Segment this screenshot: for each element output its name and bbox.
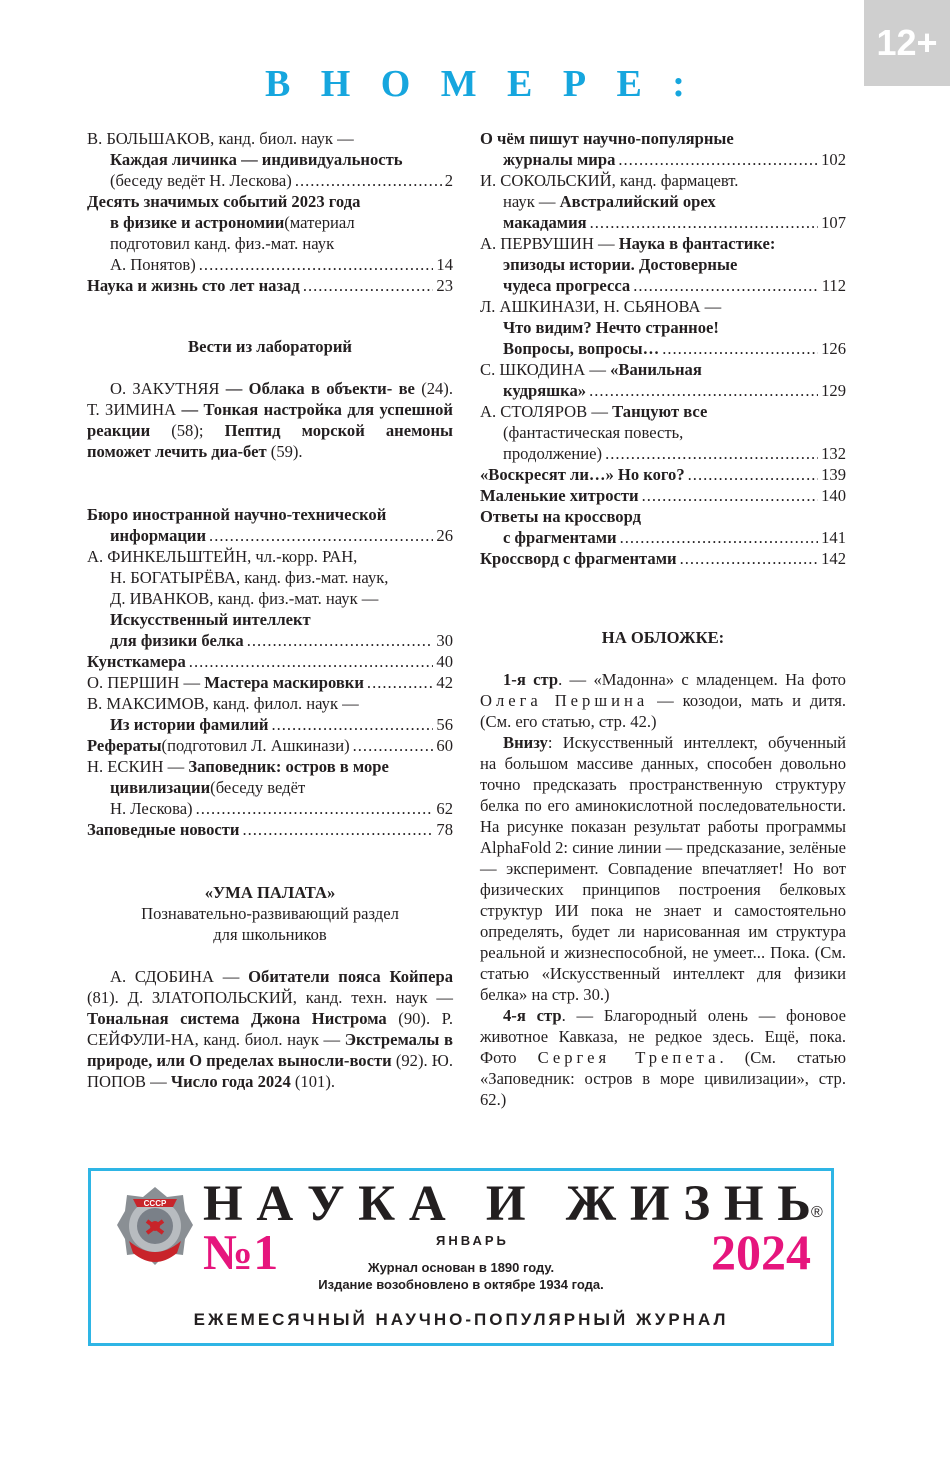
leader-dots — [618, 149, 818, 170]
toc-entry[interactable] — [87, 651, 453, 672]
leader-dots — [189, 651, 434, 672]
entry-author: В. БОЛЬШАКОВ, канд. биол. наук — — [87, 129, 354, 148]
entry-author: Л. АШКИНАЗИ, Н. СЬЯНОВА — — [480, 297, 722, 316]
leader-dots — [605, 443, 818, 464]
toc-entry[interactable] — [87, 128, 453, 191]
entry-title: Ответы на кроссворд — [480, 507, 642, 526]
leader-dots — [242, 819, 433, 840]
leader-dots — [353, 735, 434, 756]
entry-title: макадамия — [503, 213, 587, 232]
entry-title: Наука в фантастике: — [618, 234, 776, 253]
entry-author: Н. БОГАТЫРЁВА, канд. физ.-мат. наук, — [110, 568, 389, 587]
entry-note: А. Понятов) — [110, 255, 196, 274]
entry-title: кудряшка» — [503, 381, 587, 400]
toc-entry[interactable] — [87, 504, 453, 546]
heading-letter: Е — [507, 63, 533, 105]
toc-entry[interactable] — [480, 296, 846, 359]
entry-author: О. ПЕРШИН — — [87, 673, 201, 692]
entry-title: Заповедные новости — [87, 820, 240, 839]
toc-right-column — [480, 128, 846, 1110]
entry-title: Австралийский орех — [559, 192, 716, 211]
entry-author: В. МАКСИМОВ, канд. филол. наук — — [87, 694, 359, 713]
issue-year: 2024 — [711, 1224, 811, 1280]
labs-paragraph: О. ЗАКУТНЯЯ — Облака в объекти- ве (24). Т. ЗИМИНА — Тонкая настройка для успешной реакции (58); Пептид морской анемоны поможет лечить диа-бет (59). — [87, 379, 453, 461]
entry-title: Искусственный интеллект — [110, 610, 311, 629]
uma-subtitle: для школьников — [213, 925, 327, 944]
entry-title: Бюро иностранной научно-технической — [87, 505, 387, 524]
toc-entry[interactable] — [480, 233, 846, 296]
entry-note: подготовил канд. физ.-мат. наук — [110, 234, 335, 253]
page-number: 26 — [436, 526, 453, 545]
page-number: 140 — [821, 486, 846, 505]
entry-author: А. ФИНКЕЛЬШТЕЙН, чл.-корр. РАН, — [87, 547, 358, 566]
page-number: 23 — [436, 276, 453, 295]
toc-entry[interactable] — [87, 756, 453, 819]
entry-author: А. СТОЛЯРОВ — — [480, 402, 608, 421]
heading-letter: В — [265, 63, 291, 105]
toc-entry[interactable] — [87, 819, 453, 840]
cover-section-title: НА ОБЛОЖКЕ: — [601, 628, 725, 647]
toc-entry[interactable] — [480, 128, 846, 170]
registered-mark: ® — [811, 1204, 823, 1221]
page-number: 102 — [821, 150, 846, 169]
issue-number: №1 — [203, 1224, 279, 1280]
entry-title: О чём пишут научно-популярные — [480, 129, 734, 148]
page-number: 42 — [436, 673, 453, 692]
masthead — [88, 1168, 834, 1346]
leader-dots — [199, 254, 434, 275]
page-number: 112 — [821, 276, 846, 295]
page-number: 30 — [436, 631, 453, 650]
entry-note: (подготовил Л. Ашкинази) — [161, 736, 350, 755]
entry-note: продолжение) — [503, 444, 603, 463]
entry-title: Из истории фамилий — [110, 715, 269, 734]
entry-title: эпизоды истории. Достоверные — [503, 255, 738, 274]
toc-entry[interactable] — [87, 693, 453, 735]
toc-entry[interactable] — [87, 275, 453, 296]
entry-title: Кунсткамера — [87, 652, 186, 671]
leader-dots — [271, 714, 433, 735]
leader-dots — [367, 672, 433, 693]
labs-section-title: Вести из лабораторий — [188, 337, 352, 356]
leader-dots — [247, 630, 434, 651]
entry-note: (беседу ведёт — [210, 778, 306, 797]
toc-left-column — [87, 128, 453, 1092]
page-number: 126 — [821, 339, 846, 358]
heading-letter: : — [672, 63, 685, 105]
leader-dots — [303, 275, 434, 296]
toc-entry[interactable] — [87, 735, 453, 756]
entry-title: цивилизации — [110, 778, 211, 797]
entry-title: Танцуют все — [612, 402, 708, 421]
leader-dots — [590, 212, 818, 233]
toc-entry[interactable] — [480, 401, 846, 464]
issue-month: ЯНВАРЬ — [436, 1233, 509, 1248]
order-of-labour-medal-icon — [115, 1185, 195, 1275]
entry-title: для физики белка — [110, 631, 244, 650]
leader-dots — [633, 275, 818, 296]
magazine-title: Н А У К А И Ж И З Н Ь — [203, 1176, 811, 1232]
entry-note: (материал — [284, 213, 355, 232]
page-number: 141 — [821, 528, 846, 547]
toc-entry[interactable] — [480, 464, 846, 485]
page-number: 78 — [436, 820, 453, 839]
entry-note: (фантастическая повесть, — [503, 423, 684, 442]
leader-dots — [688, 464, 818, 485]
entry-note: (беседу ведёт Н. Лескова) — [110, 171, 292, 190]
heading-letter: Н — [320, 63, 351, 105]
page-number: 40 — [436, 652, 453, 671]
cover-paragraph-back: 4-я стр. — Благородный олень — фоновое животное Кавказа, не редкое здесь. Ещё, пока. Фото Сергея Трепета. (См. статью «Заповедник: остров в море цивилизации», стр. 62.) — [480, 1006, 846, 1109]
uma-subtitle: Познавательно-развивающий раздел — [141, 904, 399, 923]
medal-caption: СССР — [143, 1199, 167, 1208]
section-heading — [265, 62, 685, 106]
toc-entry[interactable] — [480, 548, 846, 569]
page-number: 62 — [436, 799, 453, 818]
entry-title: Каждая личинка — индивидуальность — [110, 150, 403, 169]
leader-dots — [196, 798, 434, 819]
leader-dots — [680, 548, 819, 569]
page-number: 139 — [821, 465, 846, 484]
page-number: 132 — [821, 444, 846, 463]
leader-dots — [662, 338, 818, 359]
entry-title: «Ванильная — [610, 360, 702, 379]
entry-title: Заповедник: остров в море — [188, 757, 389, 776]
page-number: 14 — [436, 255, 453, 274]
leader-dots — [589, 380, 818, 401]
toc-entry[interactable] — [87, 546, 453, 651]
toc-entry[interactable] — [87, 672, 453, 693]
heading-letter: Р — [562, 63, 587, 105]
leader-dots — [209, 525, 433, 546]
magazine-tagline: ЕЖЕМЕСЯЧНЫЙ НАУЧНО-ПОПУЛЯРНЫЙ ЖУРНАЛ — [193, 1310, 729, 1329]
leader-dots — [642, 485, 819, 506]
entry-title: Вопросы, вопросы… — [503, 339, 660, 358]
entry-title: журналы мира — [503, 150, 616, 169]
heading-letter: О — [380, 63, 411, 105]
heading-letter: Е — [616, 63, 642, 105]
heading-letter: М — [440, 63, 477, 105]
entry-author: Д. ИВАНКОВ, канд. физ.-мат. наук — — [110, 589, 379, 608]
entry-title: Мастера маскировки — [204, 673, 364, 692]
toc-entry[interactable] — [480, 359, 846, 401]
toc-entry[interactable] — [480, 170, 846, 233]
page-number: 56 — [436, 715, 453, 734]
page-number: 142 — [821, 549, 846, 568]
leader-dots — [620, 527, 819, 548]
toc-entry[interactable] — [480, 485, 846, 506]
cover-paragraph-front: 1-я стр. — «Мадонна» с младенцем. На фото Олега Першина — козодои, мать и дитя. (См. его статью, стр. 42.) — [480, 670, 847, 731]
entry-title: Наука и жизнь сто лет назад — [87, 276, 300, 295]
entry-title: с фрагментами — [503, 528, 617, 547]
page-number: 2 — [444, 171, 453, 190]
entry-title: Кроссворд с фрагментами — [480, 549, 677, 568]
page-number: 60 — [436, 736, 453, 755]
leader-dots — [295, 170, 442, 191]
entry-author: А. ПЕРВУШИН — — [480, 234, 615, 253]
uma-section-title: «УМА ПАЛАТА» — [204, 883, 336, 902]
entry-author: наук — — [503, 192, 556, 211]
cover-paragraph-bottom: Внизу: Искусственный интеллект, обученный на большом массиве данных, способен довольно точно предсказать пространственную структуру белка по его аминокислотной последовательности. На рисунке показан результат работы программы AlphaFold 2: синие линии — предсказание, зелёные — эксперимент. Совпадение впечатляет! Но вот физических принципов построения белковых структур ИИ пока не знает и самостоятельно определять, будет ли нарисованная им структура реальной и жизнеспособной, не умеет... Пока. (См. статью «Искусственный интеллект для физики белка» на стр. 30.) — [480, 733, 847, 1004]
age-rating-badge: 12+ — [864, 0, 950, 86]
entry-title: Рефераты — [87, 736, 162, 755]
entry-title: Десять значимых событий 2023 года — [87, 192, 361, 211]
entry-title: информации — [110, 526, 207, 545]
toc-entry[interactable] — [87, 191, 453, 275]
entry-note: Н. Лескова) — [110, 799, 193, 818]
entry-title: Что видим? Нечто странное! — [503, 318, 719, 337]
page-number: 129 — [821, 381, 846, 400]
entry-title: чудеса прогресса — [503, 276, 631, 295]
founded-note: Журнал основан в 1890 году. Издание возобновлено в октябре 1934 года. — [318, 1260, 604, 1292]
entry-title: Маленькие хитрости — [480, 486, 639, 505]
entry-author: С. ШКОДИНА — — [480, 360, 606, 379]
entry-title: «Воскресят ли…» Но кого? — [480, 465, 685, 484]
toc-entry[interactable] — [480, 506, 846, 548]
entry-title: в физике и астрономии — [110, 213, 285, 232]
uma-paragraph: А. СДОБИНА — Обитатели пояса Койпера (81). Д. ЗЛАТОПОЛЬСКИЙ, канд. техн. наук — Тональная система Джона Нистрома (90). Р. СЕЙФУЛИ-НА, канд. биол. наук — Экстремалы в природе, или О пределах выносли-вости (92). Ю. ПОПОВ — Число года 2024 (101). — [87, 967, 453, 1091]
page-number: 107 — [821, 213, 846, 232]
entry-author: Н. ЕСКИН — — [87, 757, 185, 776]
entry-author: И. СОКОЛЬСКИЙ, канд. фармацевт. — [480, 171, 739, 190]
